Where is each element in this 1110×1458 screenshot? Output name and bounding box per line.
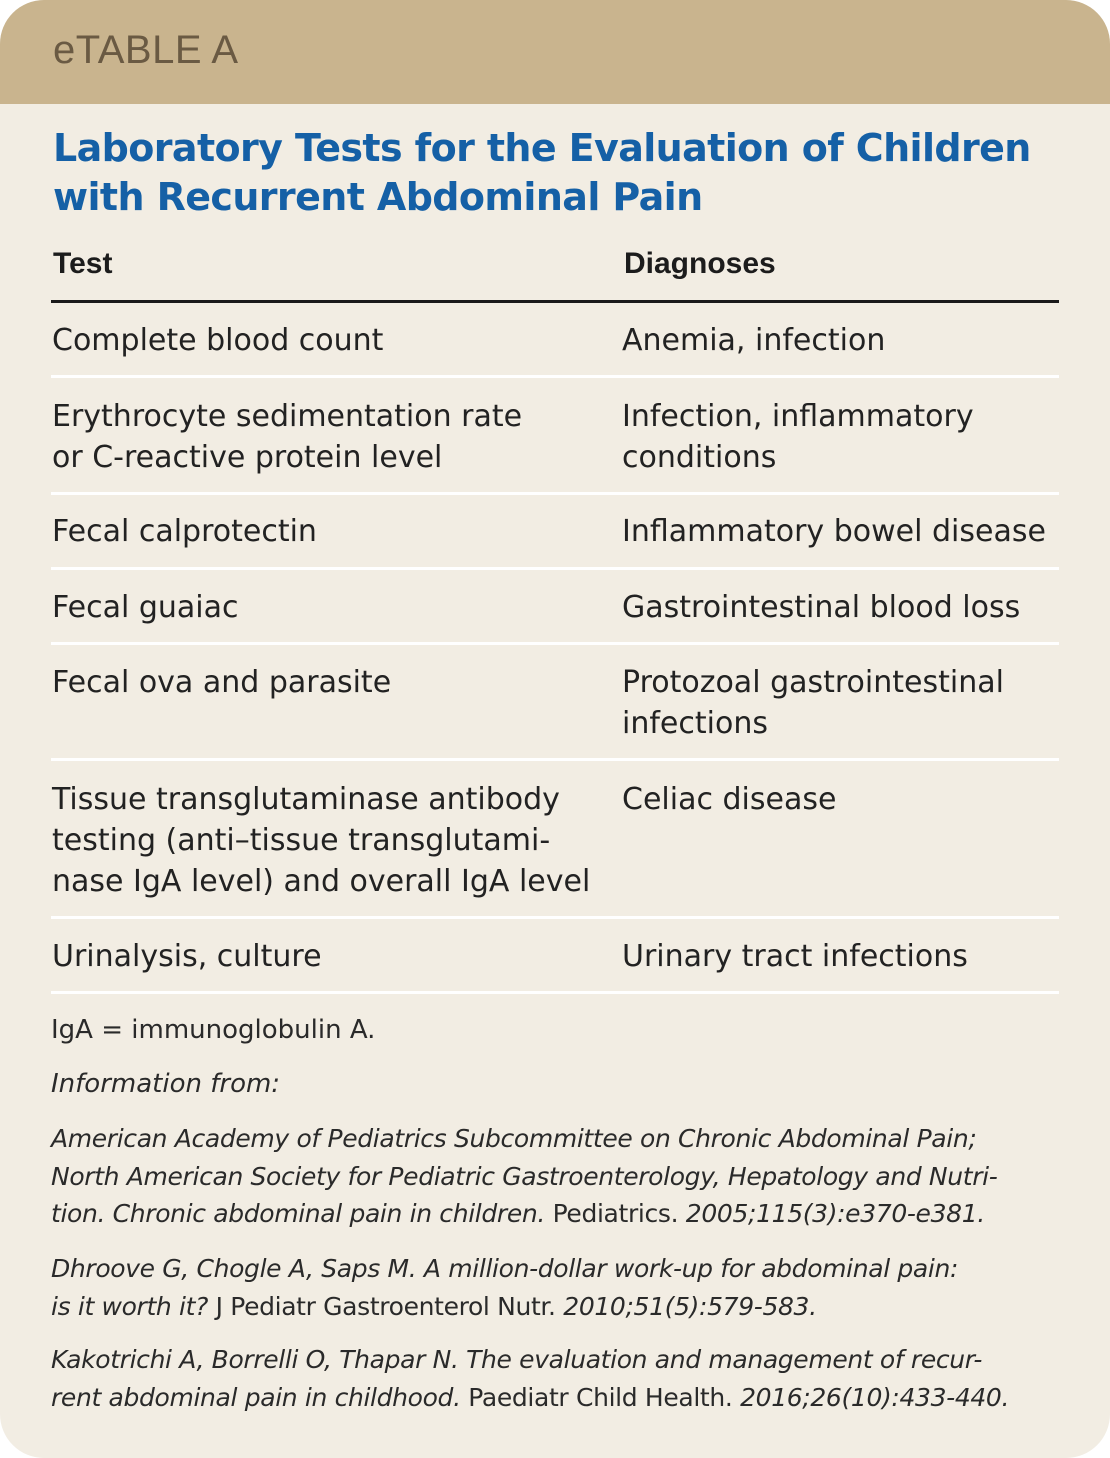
cell-test: Complete blood count [52, 323, 384, 358]
cell-test: Tissue transglutaminase antibody testing (anti–tissue transglutami- nase IgA level) and overall IgA level [52, 782, 591, 899]
table-row [51, 662, 1059, 761]
journal-name: J Pediatr Gastroenterol Nutr. [215, 1291, 556, 1321]
table-row [51, 320, 1059, 378]
cell-test: Urinalysis, culture [52, 939, 322, 974]
table-header [51, 243, 1059, 303]
reference-2: Dhroove G, Chogle A, Saps M. A million-dollar work-up for abdominal pain: is it worth it? J Pediatr Gastroenterol Nutr. 2010;51(5):579-583. [51, 1254, 959, 1321]
cell-diagnoses: Gastrointestinal blood loss [622, 590, 1021, 625]
column-header-test: Test [53, 247, 113, 280]
reference-1: American Academy of Pediatrics Subcommittee on Chronic Abdominal Pain; North American Society for Pediatric Gastroenterology, Hepatology and Nutri- tion. Chronic abdominal pain in children. Pediatrics. 2005;115(3):e370-e381. [51, 1124, 998, 1228]
journal-name: Paediatr Child Health. [468, 1382, 733, 1412]
cell-diagnoses: Inflammatory bowel disease [622, 514, 1046, 549]
table-row [51, 587, 1059, 645]
cell-test: Erythrocyte sedimentation rate or C-reactive protein level [52, 399, 523, 475]
title-line-2: with Recurrent Abdominal Pain [53, 175, 703, 219]
cell-diagnoses: Urinary tract infections [622, 939, 968, 974]
cell-diagnoses: Protozoal gastrointestinal infections [622, 665, 1004, 741]
cell-diagnoses: Infection, inflammatory conditions [622, 399, 974, 475]
cell-test: Fecal guaiac [52, 590, 239, 625]
reference-3: Kakotrichi A, Borrelli O, Thapar N. The evaluation and management of recur- rent abdominal pain in childhood. Paediatr Child Health. 2016;26(10):433-440. [51, 1345, 1010, 1412]
column-header-diagnoses: Diagnoses [624, 247, 776, 280]
table-row [51, 779, 1059, 919]
cell-test: Fecal calprotectin [52, 514, 317, 549]
abbreviation-note: IgA = immunoglobulin A. [51, 1015, 376, 1045]
journal-name: Pediatrics. [552, 1199, 679, 1228]
table-title [53, 124, 1063, 222]
source-intro: Information from: [51, 1069, 281, 1099]
cell-test: Fecal ova and parasite [52, 665, 392, 700]
table-label: eTABLE A [53, 28, 239, 72]
cell-diagnoses: Anemia, infection [622, 323, 886, 358]
title-line-1: Laboratory Tests for the Evaluation of Children [53, 126, 1031, 170]
table-row [51, 511, 1059, 570]
header-band [0, 0, 1110, 104]
cell-diagnoses: Celiac disease [622, 782, 837, 817]
table-row [51, 936, 1059, 994]
table-row [51, 396, 1059, 495]
